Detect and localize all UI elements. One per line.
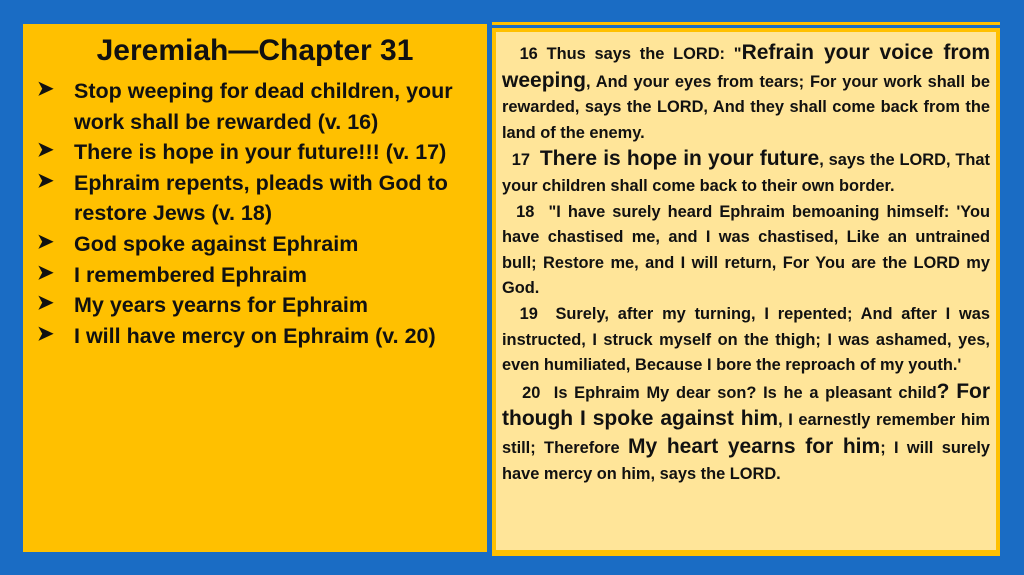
verse-number: 19: [519, 304, 538, 323]
arrow-bullet-icon: ➤: [37, 292, 54, 315]
emphasis-text: My heart yearns for him: [628, 434, 881, 458]
verse-16: 16 Thus says the LORD: "Refrain your voice from weeping, And your eyes from tears; For your work shall be rewarded, says the LORD, And they shall come back from the land of the enemy.: [502, 41, 990, 142]
slide-title: Jeremiah—Chapter 31: [96, 34, 414, 67]
emphasis-text: For though I spoke against him: [502, 379, 991, 431]
arrow-bullet-icon: ➤: [37, 230, 54, 253]
verse-number: 17: [511, 151, 531, 170]
emphasis-text: Refrain your voice from weeping: [502, 41, 990, 92]
bullet-list: [37, 76, 477, 351]
bullet-item: ➤ I will have mercy on Ephraim (v. 20): [37, 322, 436, 348]
scripture-text-box: [496, 32, 996, 550]
arrow-bullet-icon: ➤: [37, 78, 54, 100]
arrow-bullet-icon: ➤: [37, 169, 54, 192]
verse-number: 18: [516, 202, 535, 221]
bullet-item: ➤ There is hope in your future!!! (v. 17): [37, 139, 447, 165]
arrow-bullet-icon: ➤: [37, 261, 54, 284]
right-panel: [492, 28, 1000, 556]
arrow-bullet-icon: ➤: [37, 139, 54, 162]
arrow-bullet-icon: ➤: [37, 322, 54, 345]
emphasis-text: There is hope in your future: [539, 147, 820, 171]
top-accent-rule: [492, 22, 1000, 25]
bullet-item: ➤ Ephraim repents, pleads with God to restore Jews (v. 18): [37, 169, 448, 226]
bullet-item: ➤ Stop weeping for dead children, your work shall be rewarded (v. 16): [37, 78, 453, 134]
left-panel: [23, 24, 487, 552]
verse-number: 20: [522, 383, 541, 402]
verse-number: 16: [519, 45, 538, 63]
bullet-item: ➤ I remembered Ephraim: [37, 261, 308, 287]
verse-17: 17 There is hope in your future, says the LORD, That your children shall come back to their own border.: [502, 147, 991, 195]
bullet-item: ➤ God spoke against Ephraim: [37, 230, 359, 256]
verse-20: 20 Is Ephraim My dear son? Is he a pleasant child? For though I spoke against him, I earnestly remember him still; Therefore My heart yearns for him; I will surely have mercy on him, says the LORD.: [502, 379, 991, 483]
bullet-item: ➤ My years yearns for Ephraim: [37, 292, 368, 318]
verse-19: 19 Surely, after my turning, I repented; And after I was instructed, I struck myself on the thigh; I was ashamed, yes, even humiliated, Because I bore the reproach of my youth.': [502, 304, 990, 375]
verse-18: 18 "I have surely heard Ephraim bemoaning himself: 'You have chastised me, and I was chastised, Like an untrained bull; Restore me, and I will return, For You are the LORD my God.: [502, 202, 990, 298]
